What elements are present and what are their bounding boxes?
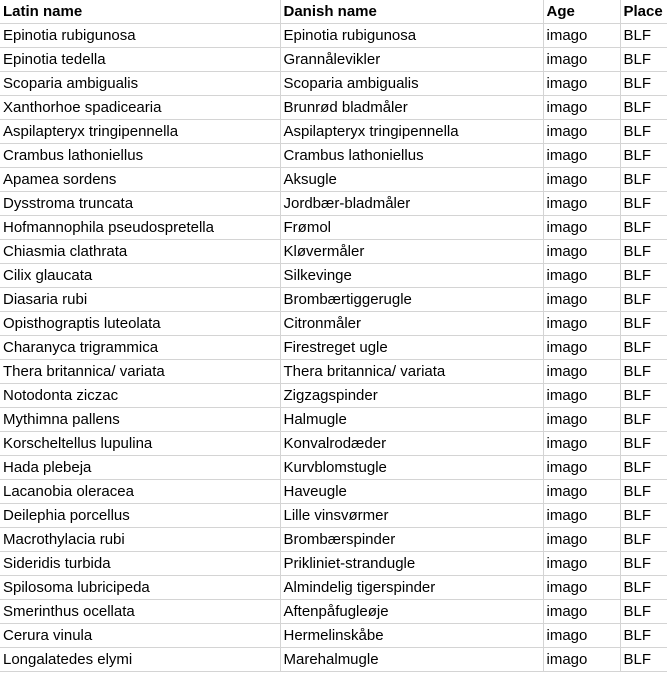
cell-place[interactable]: BLF: [620, 144, 667, 168]
cell-danish-name[interactable]: Almindelig tigerspinder: [280, 576, 543, 600]
cell-age[interactable]: imago: [543, 456, 620, 480]
cell-danish-name[interactable]: Zigzagspinder: [280, 384, 543, 408]
table-row: [0, 600, 667, 624]
table-row: [0, 192, 667, 216]
cell-latin-name[interactable]: Cerura vinula: [0, 624, 280, 648]
cell-danish-name[interactable]: Scoparia ambigualis: [280, 72, 543, 96]
cell-danish-name[interactable]: Epinotia rubigunosa: [280, 24, 543, 48]
cell-danish-name[interactable]: Crambus lathoniellus: [280, 144, 543, 168]
cell-place[interactable]: BLF: [620, 168, 667, 192]
cell-place[interactable]: BLF: [620, 480, 667, 504]
table-row: [0, 216, 667, 240]
table-row: [0, 120, 667, 144]
header-place[interactable]: Place: [620, 0, 667, 24]
cell-age[interactable]: imago: [543, 240, 620, 264]
cell-place[interactable]: BLF: [620, 264, 667, 288]
table-row: [0, 264, 667, 288]
header-row: [0, 0, 667, 24]
cell-danish-name[interactable]: Citronmåler: [280, 312, 543, 336]
cell-danish-name[interactable]: Hermelinskåbe: [280, 624, 543, 648]
table-row: [0, 312, 667, 336]
cell-latin-name[interactable]: Dysstroma truncata: [0, 192, 280, 216]
cell-age[interactable]: imago: [543, 576, 620, 600]
cell-place[interactable]: BLF: [620, 48, 667, 72]
table-row: [0, 456, 667, 480]
cell-age[interactable]: imago: [543, 408, 620, 432]
table-row: [0, 288, 667, 312]
cell-place[interactable]: BLF: [620, 456, 667, 480]
cell-danish-name[interactable]: Thera britannica/ variata: [280, 360, 543, 384]
cell-latin-name[interactable]: Deilephia porcellus: [0, 504, 280, 528]
table-row: [0, 576, 667, 600]
cell-danish-name[interactable]: Jordbær-bladmåler: [280, 192, 543, 216]
cell-age[interactable]: imago: [543, 216, 620, 240]
cell-danish-name[interactable]: Brunrød bladmåler: [280, 96, 543, 120]
cell-place[interactable]: BLF: [620, 72, 667, 96]
cell-place[interactable]: BLF: [620, 96, 667, 120]
cell-age[interactable]: imago: [543, 480, 620, 504]
cell-place[interactable]: BLF: [620, 240, 667, 264]
cell-place[interactable]: BLF: [620, 648, 667, 672]
cell-age[interactable]: imago: [543, 336, 620, 360]
cell-age[interactable]: imago: [543, 648, 620, 672]
cell-latin-name[interactable]: Opisthograptis luteolata: [0, 312, 280, 336]
table-row: [0, 336, 667, 360]
cell-latin-name[interactable]: Charanyca trigrammica: [0, 336, 280, 360]
cell-latin-name[interactable]: Cilix glaucata: [0, 264, 280, 288]
cell-latin-name[interactable]: Hada plebeja: [0, 456, 280, 480]
cell-latin-name[interactable]: Sideridis turbida: [0, 552, 280, 576]
table-row: [0, 360, 667, 384]
cell-danish-name[interactable]: Aspilapteryx tringipennella: [280, 120, 543, 144]
cell-place[interactable]: BLF: [620, 360, 667, 384]
header-danish-name[interactable]: Danish name: [280, 0, 543, 24]
cell-place[interactable]: BLF: [620, 552, 667, 576]
cell-age[interactable]: imago: [543, 384, 620, 408]
cell-age[interactable]: imago: [543, 120, 620, 144]
table-row: [0, 384, 667, 408]
cell-danish-name[interactable]: Halmugle: [280, 408, 543, 432]
cell-place[interactable]: BLF: [620, 288, 667, 312]
cell-age[interactable]: imago: [543, 624, 620, 648]
header-age[interactable]: Age: [543, 0, 620, 24]
table-row: [0, 480, 667, 504]
cell-danish-name[interactable]: Haveugle: [280, 480, 543, 504]
cell-place[interactable]: BLF: [620, 576, 667, 600]
cell-latin-name[interactable]: Notodonta ziczac: [0, 384, 280, 408]
cell-danish-name[interactable]: Konvalrodæder: [280, 432, 543, 456]
cell-latin-name[interactable]: Longalatedes elymi: [0, 648, 280, 672]
cell-place[interactable]: BLF: [620, 216, 667, 240]
cell-place[interactable]: BLF: [620, 120, 667, 144]
cell-danish-name[interactable]: Marehalmugle: [280, 648, 543, 672]
cell-latin-name[interactable]: Apamea sordens: [0, 168, 280, 192]
cell-place[interactable]: BLF: [620, 312, 667, 336]
cell-latin-name[interactable]: Aspilapteryx tringipennella: [0, 120, 280, 144]
cell-latin-name[interactable]: Crambus lathoniellus: [0, 144, 280, 168]
cell-danish-name[interactable]: Prikliniet-strandugle: [280, 552, 543, 576]
cell-age[interactable]: imago: [543, 168, 620, 192]
table-row: [0, 648, 667, 672]
cell-latin-name[interactable]: Thera britannica/ variata: [0, 360, 280, 384]
cell-danish-name[interactable]: Lille vinsvørmer: [280, 504, 543, 528]
cell-place[interactable]: BLF: [620, 528, 667, 552]
cell-latin-name[interactable]: Epinotia tedella: [0, 48, 280, 72]
cell-place[interactable]: BLF: [620, 624, 667, 648]
cell-place[interactable]: BLF: [620, 24, 667, 48]
header-latin-name[interactable]: Latin name: [0, 0, 280, 24]
table-row: [0, 552, 667, 576]
table-row: [0, 96, 667, 120]
cell-age[interactable]: imago: [543, 192, 620, 216]
cell-danish-name[interactable]: Kurvblomstugle: [280, 456, 543, 480]
table-row: [0, 408, 667, 432]
cell-age[interactable]: imago: [543, 360, 620, 384]
cell-danish-name[interactable]: Kløvermåler: [280, 240, 543, 264]
cell-place[interactable]: BLF: [620, 192, 667, 216]
cell-age[interactable]: imago: [543, 432, 620, 456]
cell-age[interactable]: imago: [543, 312, 620, 336]
cell-place[interactable]: BLF: [620, 408, 667, 432]
cell-age[interactable]: imago: [543, 96, 620, 120]
cell-latin-name[interactable]: Lacanobia oleracea: [0, 480, 280, 504]
cell-danish-name[interactable]: Brombærtiggerugle: [280, 288, 543, 312]
table-row: [0, 48, 667, 72]
cell-latin-name[interactable]: Chiasmia clathrata: [0, 240, 280, 264]
cell-latin-name[interactable]: Smerinthus ocellata: [0, 600, 280, 624]
table-row: [0, 72, 667, 96]
cell-place[interactable]: BLF: [620, 600, 667, 624]
cell-age[interactable]: imago: [543, 600, 620, 624]
cell-latin-name[interactable]: Epinotia rubigunosa: [0, 24, 280, 48]
cell-latin-name[interactable]: Xanthorhoe spadicearia: [0, 96, 280, 120]
cell-place[interactable]: BLF: [620, 336, 667, 360]
cell-latin-name[interactable]: Hofmannophila pseudospretella: [0, 216, 280, 240]
cell-latin-name[interactable]: Mythimna pallens: [0, 408, 280, 432]
cell-latin-name[interactable]: Spilosoma lubricipeda: [0, 576, 280, 600]
cell-latin-name[interactable]: Diasaria rubi: [0, 288, 280, 312]
table-body: [0, 24, 667, 672]
cell-danish-name[interactable]: Brombærspinder: [280, 528, 543, 552]
cell-place[interactable]: BLF: [620, 384, 667, 408]
cell-danish-name[interactable]: Frømol: [280, 216, 543, 240]
cell-latin-name[interactable]: Macrothylacia rubi: [0, 528, 280, 552]
cell-danish-name[interactable]: Aftenpåfugleøje: [280, 600, 543, 624]
cell-age[interactable]: imago: [543, 552, 620, 576]
cell-age[interactable]: imago: [543, 528, 620, 552]
cell-latin-name[interactable]: Scoparia ambigualis: [0, 72, 280, 96]
table-row: [0, 624, 667, 648]
cell-age[interactable]: imago: [543, 48, 620, 72]
table-row: [0, 24, 667, 48]
cell-age[interactable]: imago: [543, 144, 620, 168]
table-row: [0, 240, 667, 264]
cell-danish-name[interactable]: Aksugle: [280, 168, 543, 192]
cell-age[interactable]: imago: [543, 504, 620, 528]
cell-age[interactable]: imago: [543, 72, 620, 96]
table-row: [0, 168, 667, 192]
cell-danish-name[interactable]: Silkevinge: [280, 264, 543, 288]
cell-age[interactable]: imago: [543, 288, 620, 312]
cell-latin-name[interactable]: Korscheltellus lupulina: [0, 432, 280, 456]
cell-place[interactable]: BLF: [620, 504, 667, 528]
cell-danish-name[interactable]: Grannålevikler: [280, 48, 543, 72]
table-row: [0, 528, 667, 552]
table-row: [0, 432, 667, 456]
cell-place[interactable]: BLF: [620, 432, 667, 456]
cell-danish-name[interactable]: Firestreget ugle: [280, 336, 543, 360]
cell-age[interactable]: imago: [543, 264, 620, 288]
cell-age[interactable]: imago: [543, 24, 620, 48]
table-row: [0, 144, 667, 168]
table-row: [0, 504, 667, 528]
